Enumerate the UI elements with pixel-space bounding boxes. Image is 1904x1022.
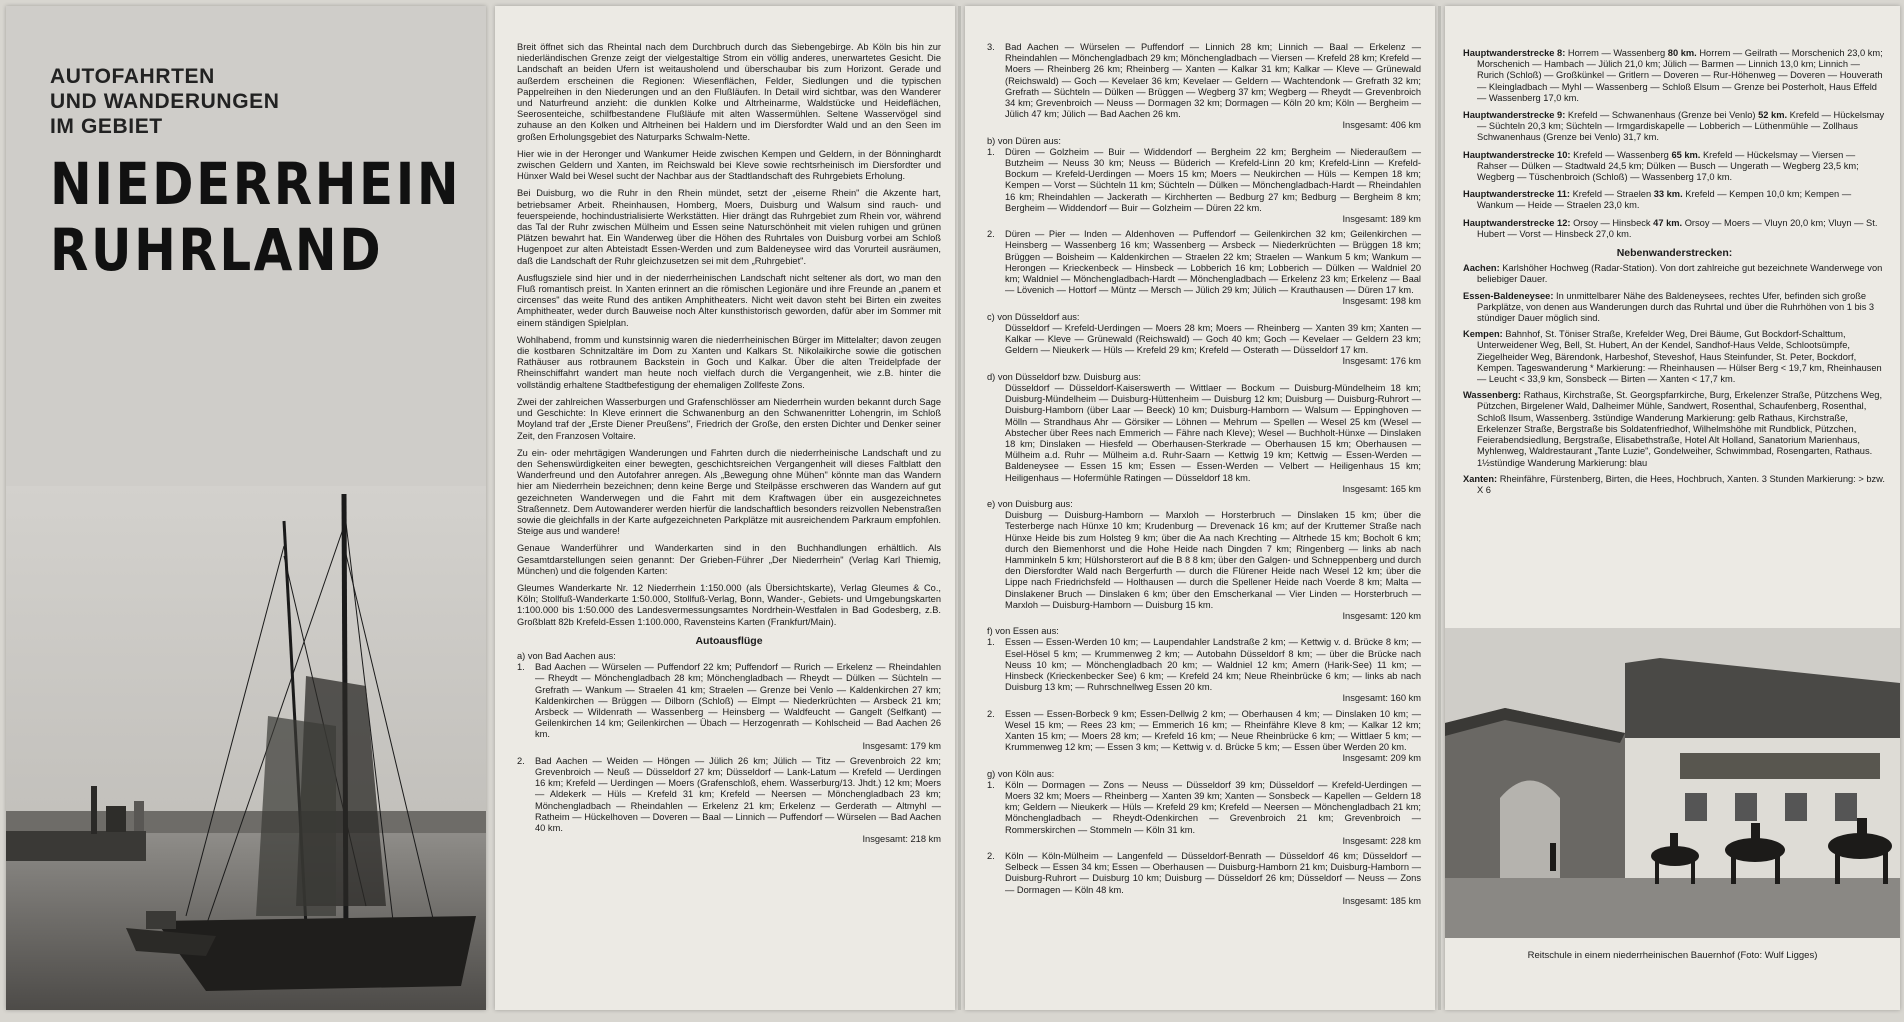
route-item xyxy=(987,780,1421,847)
route-total: Insgesamt: 185 km xyxy=(1342,895,1421,906)
intro-paragraph: Ausflugsziele sind hier und in der niederrheinischen Landschaft nicht seltener als dort, wo man den Fluß romantisch preist. In Xanten erinnert an die römischen Legionäre und ihre Freunde an „panem et circenses" das weite Rund des antiken Amphitheaters. Nicht weit davon steht bei Birten ein zweites Amphitheater, weder durch Bauweise noch Alter kunsthistorisch geworden, dafür aber im Sommer mit einem ständigen Spielplan. xyxy=(517,272,941,328)
route-name: Hauptwanderstrecke 11: xyxy=(1463,189,1570,200)
intro-paragraph: Wohlhabend, fromm und kunstsinnig waren die niederrheinischen Bürger im Mittelalter; davon zeugen die kostbaren Schnitzaltäre im Dom zu Xanten und Kalkars St. Nikolaikirche sowie die gotischen Rathäuser aus rotbraunem Backstein in Goch und Kalkar. Über die alten Treidelpfade der Rheinschiffahrt wandert man heute noch vielfach durch die Vergangenheit, wie z.B. hinter die vollständig erhaltene Stadtbefestigung der ehemaligen Zollfeste Zons. xyxy=(517,334,941,390)
route-total: Insgesamt: 209 km xyxy=(1342,753,1421,764)
route-name: Kempen: xyxy=(1463,329,1503,340)
route-number: 1. xyxy=(987,779,995,790)
route-section-label: f) von Essen aus: xyxy=(987,626,1059,637)
route-number xyxy=(987,323,1005,368)
route-item xyxy=(987,42,1421,132)
hiking-text-column xyxy=(1463,48,1886,501)
route-text: Köln — Köln-Mülheim — Langenfeld — Düsseldorf-Benrath — Düsseldorf 46 km; Düsseldorf — Selbeck — Essen 34 km; Essen — Oberhausen — Duisburg-Hamborn 21 km; Duisburg-Hamborn — Duisburg-Ruhrort — Duisburg 10 km; Duisburg — Düsseldorf 26 km; Düsseldorf — Neuss — Zons — Dormagen — Köln 48 km. xyxy=(1005,851,1421,895)
route-total: Insgesamt: 406 km xyxy=(1342,120,1421,131)
route-details: Rheinfähre, Fürstenberg, Birten, die Hees, Hochbruch, Xanten. 3 Stunden Markierung: > bzw. X 6 xyxy=(1477,473,1885,495)
route-name: Aachen: xyxy=(1463,263,1500,274)
side-hiking-route xyxy=(1463,291,1886,325)
route-number: 2. xyxy=(987,708,995,719)
intro-paragraph: Genaue Wanderführer und Wanderkarten sind in den Buchhandlungen erhältlich. Als Gesamtdarstellungen seien genannt: Der Grieben-Führer „Der Niederrhein" (Verlag Karl Thiemig, München) und die folgenden Karten: xyxy=(517,543,941,576)
route-name: Hauptwanderstrecke 12: xyxy=(1463,217,1571,228)
main-hiking-route xyxy=(1463,218,1886,240)
intro-panel xyxy=(495,6,955,1010)
route-item xyxy=(987,637,1421,704)
route-text: Bad Aachen — Würselen — Puffendorf — Linnich 28 km; Linnich — Baal — Erkelenz — Rheindahlen — Mönchengladbach 29 km; Mönchengladbach — Viersen — Krefeld 28 km; Krefeld — Moers — Rheinberg 26 km; Rheinberg — Xanten — Kalkar 31 km; Kalkar — Kleve — Grünewald (Reichswald) — Goch — Kevelaer 36 km; Kevelaer — Geldern — Wachtendonk — Grefrath 32 km; Grefrath — Süchteln — Dülken — Brüggen — Wegberg 37 km; Wegberg — Rheydt — Grevenbroich 34 km; Grevenbroich — Neuss — Dormagen 32 km; Dormagen — Köln 20 km; Köln — Bergheim — Jülich 47 km; Jülich — Bad Aachen 26 km. xyxy=(1005,42,1421,120)
route-item xyxy=(987,709,1421,765)
route-details: Krefeld — Hückelsmay — Süchteln 20,3 km; Süchteln — Irmgardiskapelle — Lobberich — Lüthenmühle — Zollhaus Schwanenhaus (Grenze bei Venlo) 31,7 km. xyxy=(1477,110,1885,143)
route-text: Essen — Essen-Werden 10 km; — Laupendahler Landstraße 2 km; — Kettwig v. d. Brücke 8 km; — Esel-Hösel 5 km; — Krummenweg 2 km; — Autobahn Düsseldorf 8 km; — über die Brücke nach Neuss 10 km; — Mönchengladbach 20 km; — Waldniel 12 km; Amern (Harik-See) 11 km; — Hinsbeck (Krieckenbecker See) 6 km; — Krefeld 24 km; Neue Rheinbrücke 6 km; — links ab nach Duisburg 13 km; — Ruhrschnellweg Essen 20 km. xyxy=(1005,637,1421,693)
route-details: Horrem — Geilrath — Morschenich 23,0 km; Morschenich — Hambach — Jülich 21,0 km; Jülich — Barmen — Linnich 13,0 km; Linnich — Rurich (Schloß) — Großkünkel — Gritlern — Doveren — Rur-Höhenweg — Doveren — Houverath — Kleingladbach — Myhl — Wassenberg — Schloß Elsum — Grenze bei Posterholt, Haus Effeld — Wassenberg 17,0 km. xyxy=(1477,48,1883,103)
route-endpoints: Krefeld — Straelen xyxy=(1572,189,1654,200)
cover-title xyxy=(50,150,462,284)
intro-paragraph: Breit öffnet sich das Rheintal nach dem Durchbruch durch das Siebengebirge. Ab Köln bis hin zur niederländischen Grenze zeigt der vielgestaltige Strom ein völlig anderes, unerwartetes Gesicht. Die Landschaft an beiden Ufern ist weitausholend und überschaubar bis zum Horizont. Gerade und außerdem erscheinen die Regionen: Wiesenflächen, Felder, Siedlungen und die typischen Pappelreihen in den Niederungen und an den Flußläufen. In Detail wird sichtbar, was den Wanderer und Naturfreund anzieht: die dunklen Kolke und Altrheinarme, Waldstücke und Heideflächen, Seerosenteiche, schilfbestandene Flußläufe mit alten Wassermühlen. Seltene Wasservögel sind zuhause an den Kolken und Altrheinen bei Haldern und im Diersfordter Wald und an den Seen im großen Erholungsgebiet des Naturparks Schwalm-Nette. xyxy=(517,42,941,142)
route-name: Xanten: xyxy=(1463,473,1498,484)
route-endpoints: Horrem — Wassenberg xyxy=(1567,48,1668,58)
intro-paragraph: Gleumes Wanderkarte Nr. 12 Niederrhein 1:150.000 (als Übersichtskarte), Verlag Gleumes & Co., Köln; Stollfuß-Wanderkarte 1:50.000, Stollfuß-Verlag, Bonn, Wander-, Gebiets- und Umgebungskarten 1:100.000 bis 1:50.000 des Landesvermessungsamtes Nordrhein-Westfalen in Bad Godesberg, z.B. Großblatt 82b Krefeld-Essen 1:100.000, Ravensteins Karten (Frankfurt/Main). xyxy=(517,582,941,627)
route-distance: 33 km. xyxy=(1653,189,1683,200)
route-total: Insgesamt: 189 km xyxy=(1342,214,1421,225)
route-text: Köln — Dormagen — Zons — Neuss — Düsseldorf 39 km; Düsseldorf — Krefeld-Uerdingen — Moers 32 km; Moers — Rheinberg — Xanten 39 km; Xanten — Sonsbeck — Kapellen — Geldern 18 km; Geldern — Nieukerk — Hüls — Krefeld 29 km; Krefeld — Neersen — Mönchengladbach 21 km; Mönchengladbach — Rheydt-Odenkirchen — Grevenbroich 21 km; Grevenbroich — Rommerskirchen — Stommeln — Köln 31 km. xyxy=(1005,779,1421,835)
photo-caption: Reitschule in einem niederrheinischen Bauernhof (Foto: Wulf Ligges) xyxy=(1527,950,1818,961)
route-total: Insgesamt: 228 km xyxy=(1342,835,1421,846)
route-item xyxy=(987,510,1421,622)
route-distance: 52 km. xyxy=(1758,110,1788,121)
intro-paragraph: Bei Duisburg, wo die Ruhr in den Rhein mündet, setzt der „eiserne Rhein" die Akzente hart, betriebsamer Arbeit. Rheinhausen, Homberg, Moers, Duisburg und Walsum sind rauch- und feuerspeiende, hochindustrialisierte Werkstätten. Hier drängt das Ruhrgebiet zum Rhein vor, während das Tal der Ruhr zwischen Mülheim und Essen seine Naturschönheit mit vielen ruhigen und grünen Plätzen bewahrt hat. Ein Wanderweg über die Höhen des Ruhrtales von Duisburg vorbei am Schloß Hugenpoet zur alten Abteistadt Essen-Werden und zum Baldeneysee wird das Vorurteil ausräumen, daß die Landschaft der Ruhr gleichzusetzen sei mit dem „Ruhrgebiet". xyxy=(517,188,941,266)
intro-paragraph: Hier wie in der Heronger und Wankumer Heide zwischen Kempen und Geldern, in der Bönninghardt zwischen Geldern und Xanten, im Reichswald bei Kleve sowie rechtsrheinisch im Diersfordter und Hünxer Wald bei Wesel sucht der Nachbar aus der Stadtlandschaft des Ruhrgebiets Erholung. xyxy=(517,148,941,182)
route-text: Duisburg — Duisburg-Hamborn — Marxloh — Horsterbruch — Dinslaken 15 km; über die Testerberge nach Hünxe 10 km; Krudenburg — Drevenack 16 km; auf der Kruttemer Straße nach Hünxe Heide bis zum Holsteg 9 km; über die Aa nach Krechting — Altrhede 15 km; Bocholt 6 km; durch den Biemenhorst und die Hohe Heide nach Dingden 7 km; Ringenberg — links ab nach Hamminkeln 5 km; Hülshorsterort auf die B 8 8 km; über den Galgen- und Schneppenberg und durch den Diersfordter Wald nach Bergerfurth — durch die Flürener Heide nach Wesel 12 km; über die Lippe nach Friedrichsfeld — Holthausen — durch die Spellener Heide nach Voerde 8 km; Malta — Dinslakener Bruch — Dinslaken 6 km; über den Emscherkanal — Vier Linden — Horsterbruch — Marxloh — Duisburg-Hamborn — Duisburg 15 km. xyxy=(1005,510,1421,610)
route-total: Insgesamt: 160 km xyxy=(1342,693,1421,704)
routes-panel xyxy=(965,6,1435,1010)
main-hiking-route xyxy=(1463,189,1886,211)
fold-line xyxy=(958,6,961,1010)
main-hiking-route xyxy=(1463,110,1886,144)
intro-paragraph: Zu ein- oder mehrtägigen Wanderungen und Fahrten durch die niederrheinische Landschaft und zu den Sehenswürdigkeiten einer bewegten, geschichtsreichen Vergangenheit will dieses Faltblatt den Wanderfreund und den Autofahrer anregen. Als „Bewegung ohne Mühen" könnte man das Wandern hier am Niederrhein bezeichnen; denn keine Berge und Steilpässe erschweren das Wandern auf gut gezeichneten Wanderwegen und die Fahrt mit dem Kraftwagen über ein ausgezeichnetes Straßennetz. Dem Autowanderer werden hierfür die landschaftlich besonders reizvollen Nebenstraßen sowie die gleichfalls in der Karte aufgezeichneten Parkplätze mit ausreichendem Parkraum empfohlen. Steige aus und wandere! xyxy=(517,447,941,537)
route-endpoints: Orsoy — Hinsbeck xyxy=(1573,217,1654,228)
route-details: Krefeld — Kempen 10,0 km; Kempen — Wankum — Heide — Straelen 23,0 km. xyxy=(1477,189,1852,211)
side-hiking-route xyxy=(1463,329,1886,385)
route-section-label: a) von Bad Aachen aus: xyxy=(517,650,616,661)
route-number xyxy=(987,383,1005,495)
intro-paragraph: Zwei der zahlreichen Wasserburgen und Grafenschlösser am Niederrhein wurden bekannt durch Sage und Geschichte: In Kleve erinnert die Schwanenburg an den Schwanenritter Lohengrin, im Schloß Moyland traf der „Erste Diener Preußens", Friedrich der Große, den ersten Dichter und Denker seiner Zeit, den Franzosen Voltaire. xyxy=(517,396,941,441)
main-hiking-route xyxy=(1463,48,1886,104)
route-section-label: d) von Düsseldorf bzw. Duisburg aus: xyxy=(987,371,1141,382)
sailing-ship-photo xyxy=(6,486,486,1010)
cover-subtitle-line: UND WANDERUNGEN xyxy=(50,90,280,113)
route-text: Düsseldorf — Düsseldorf-Kaiserswerth — Wittlaer — Bockum — Duisburg-Mündelheim 18 km; Duisburg-Mündelheim — Duisburg-Hüttenheim — Duisburg 12 km; Duisburg — Duisburg-Ruhrort — Duisburg-Hamborn (über Laar — Beeck) 10 km; Duisburg-Hamborn — Walsum — Eppinghoven — Mölln — Strandhaus Ahr — Görsiker — Löhnen — Mehrum — Spellen — Wesel 25 km (Wesel — Abstecher über Rees nach Emmerich — Fähre nach Kleve); Wesel — Buchholt-Hünxe — Dinslaken 18 km; Dinslaken — Hiesfeld — Oberhausen-Sterkrade — Oberhausen 15 km; Oberhausen — Mülheim a.d. Ruhr — Mülheim a.d. Ruhr-Saarn — Kettwig 19 km; Kettwig — Essen-Werden — Baldeneysee — Essen 15 km; Essen — Essen-Werden — Velbert — Heiligenhaus 15 km; Heiligenhaus — Hofermühle Ratingen — Düsseldorf 18 km. xyxy=(1005,382,1421,483)
cover-subtitle-line: IM GEBIET xyxy=(50,115,163,138)
hiking-panel xyxy=(1445,6,1900,1010)
route-total: Insgesamt: 176 km xyxy=(1342,356,1421,367)
side-routes-heading: Nebenwanderstrecken: xyxy=(1616,247,1733,260)
fold-line xyxy=(1438,6,1441,1010)
route-name: Hauptwanderstrecke 9: xyxy=(1463,110,1566,121)
route-item xyxy=(987,383,1421,495)
route-section-label: g) von Köln aus: xyxy=(987,768,1055,779)
route-details: In unmittelbarer Nähe des Baldeneysees, rechtes Ufer, befinden sich große Parkplätze, von denen aus Wanderungen durch das Ruhrtal und über die Ruhrhöhen von 1 bis 3 stündiger Dauer möglich sind. xyxy=(1477,290,1875,324)
route-section-label: e) von Duisburg aus: xyxy=(987,498,1073,509)
route-name: Wassenberg: xyxy=(1463,390,1522,401)
main-hiking-route xyxy=(1463,150,1886,184)
cover-title-line: NIEDERRHEIN xyxy=(50,150,462,218)
route-section-label: b) von Düren aus: xyxy=(987,135,1061,146)
side-hiking-route xyxy=(1463,474,1886,496)
route-name: Hauptwanderstrecke 10: xyxy=(1463,149,1571,160)
route-number: 2. xyxy=(987,851,995,862)
route-total: Insgesamt: 198 km xyxy=(1342,296,1421,307)
cover-title-line: RUHRLAND xyxy=(50,216,384,284)
route-endpoints: Krefeld — Wassenberg xyxy=(1573,149,1672,160)
cover-panel xyxy=(6,6,486,1010)
route-item xyxy=(987,147,1421,225)
route-name: Essen-Baldeneysee: xyxy=(1463,290,1554,301)
route-name: Hauptwanderstrecke 8: xyxy=(1463,48,1566,58)
route-text: Bad Aachen — Weiden — Höngen — Jülich 26 km; Jülich — Titz — Grevenbroich 22 km; Grevenbroich — Neuß — Düsseldorf 27 km; Düsseldorf — Lank-Latum — Krefeld — Uerdingen 16 km; Krefeld — Uerdingen — Moers (Grafenschloß, ehem. Wasserburg/13. Jhdt.) 12 km; Moers — Aldekerk — Hüls — Krefeld 31 km; Krefeld — Neersen — Mönchengladbach 23 km; Mönchengladbach — Rheindahlen — Erkelenz 21 km; Erkelenz — Gerderath — Altmyhl — Ratheim — Hückelhoven — Doveren — Baal — Linnich — Puffendorf — Würselen — Bad Aachen 40 km. xyxy=(535,755,941,833)
routes-text-column xyxy=(987,42,1421,911)
route-distance: 47 km. xyxy=(1653,217,1683,228)
route-total: Insgesamt: 218 km xyxy=(862,834,941,845)
cover-subtitle xyxy=(50,64,470,139)
route-text: Essen — Essen-Borbeck 9 km; Essen-Dellwig 2 km; — Oberhausen 4 km; — Dinslaken 10 km; — Wesel 15 km; — Rees 23 km; — Emmerich 16 km; — Rheinfähre Kleve 8 km; — Kalkar 12 km; Xanten 15 km; — Moers 28 km; — Krefeld 16 km; — Neue Rheinbrücke 6 km; — Wittlaer 5 km; — Krummenweg 12 km; — Essen 3 km; — Kettwig v. d. Brücke 5 km; — Essen über Werden 20 km. xyxy=(1005,708,1421,753)
route-number: 3. xyxy=(987,42,995,52)
route-details: Karlshöher Hochweg (Radar-Station). Von dort zahlreiche gut bezeichnete Wanderwege von beliebiger Dauer. xyxy=(1477,263,1883,285)
route-endpoints: Krefeld — Schwanenhaus (Grenze bei Venlo) xyxy=(1567,110,1759,121)
route-details: Bahnhof, St. Töniser Straße, Krefelder Weg, Drei Bäume, Gut Bockdorf-Schalttum, Unterweidener Weg, Bell, St. Hubert, An der Kendel, Sandhof-Haus Velde, Schlootsümpfe, Ziegelheider Weg, Bärendonk, Harbeshof, Steveshof, Haus Steinfunder, St. Peter, Bockdorf, Kempen. Tageswanderung * Markierung: — Rheinhausen — Hülser Berg < 19,7 km, Rheinhausen — Leucht < 33,9 km, Sonsbeck — Birten — Xanten < 17,7 km. xyxy=(1477,329,1882,385)
route-text: Düren — Golzheim — Buir — Widdendorf — Bergheim 22 km; Bergheim — Niederaußem — Butzheim — Neuss 30 km; Neuss — Büderich — Krefeld-Linn 20 km; Krefeld-Linn — Krefeld-Bockum — Krefeld-Uerdingen — Moers 15 km; Moers — Neukirchen — Hüls — Kempen 18 km; Kempen — Vorst — Süchteln 11 km; Süchteln — Dülken — Mönchengladbach-Hardt — Rheindahlen 16 km; Rheindahlen — Jackerath — Kirchherten — Bedburg 27 km; Bedburg — Bergheim 8 km; Bergheim — Widdendorf — Buir — Golzheim — Düren 22 km. xyxy=(1005,146,1421,213)
route-number: 2. xyxy=(517,755,525,766)
route-text: Bad Aachen — Würselen — Puffendorf 22 km; Puffendorf — Rurich — Erkelenz — Rheindahlen — Rheydt — Mönchengladbach 28 km; Mönchengladbach — Rheydt — Dülken — Süchteln — Grefrath — Wankum — Straelen 41 km; Straelen — Grenze bei Venlo — Kaldenkirchen 27 km; Kaldenkirchen — Brüggen — Dilborn (Schloß) — Elmpt — Niederkrüchten — Arsbeck 21 km; Arsbeck — Wildenrath — Wassenberg — Heinsberg — Waldfeucht — Gangelt (Selfkant) — Geilenkirchen 14 km; Geilenkirchen — Übach — Herzogenrath — Kohlscheid — Bad Aachen 26 km. xyxy=(535,662,941,740)
route-item xyxy=(517,756,941,846)
cover-subtitle-line: AUTOFAHRTEN xyxy=(50,65,215,88)
route-distance: 65 km. xyxy=(1671,149,1701,160)
route-details: Rathaus, Kirchstraße, St. Georgspfarrkirche, Burg, Erkelenzer Straße, Pützchens Weg, Pützchen, Birgelener Wald, Dalheimer Mühle, Sandwert, Rosenthal, Schaufenberg, Rosenthal, Schloß Ilsum, Wassenberg. 3stündige Wanderung Markierung: gelb Rathaus, Kirchstraße, Erkelenzer Straße, Bergstraße bis Soldatenfriedhof, Wilhelmshöhe mit Rundblick, Pützchen, Feierabendsiedlung, Bergstraße, Elisabethstraße, Hotel Alt Holland, Sanatorium Marienhaus, Myhlenweg, Waldrestaurant „Tante Luzie", Gondelweiher, Schwimmbad, Rosengarten, Rathaus. 1½stündige Wanderung Markierung: blau xyxy=(1477,390,1883,468)
route-item xyxy=(987,229,1421,307)
route-total: Insgesamt: 165 km xyxy=(1342,483,1421,494)
route-details: Orsoy — Moers — Vluyn 20,0 km; Vluyn — St. Hubert — Vorst — Hinsbeck 27,0 km. xyxy=(1477,217,1878,239)
route-item xyxy=(517,662,941,752)
route-item xyxy=(987,851,1421,907)
side-hiking-route xyxy=(1463,390,1886,468)
route-total: Insgesamt: 179 km xyxy=(862,740,941,751)
route-distance: 80 km. xyxy=(1667,48,1697,58)
intro-text-column xyxy=(517,42,941,849)
route-details: Krefeld — Hückelsmay — Viersen — Rahser — Dülken — Stadtwald 24,5 km; Dülken — Busch — Ungerath — Wegberg 23,5 km; Wegberg — Tüschenbroich (Schloß) — Wassenberg 17,0 km. xyxy=(1477,149,1859,183)
route-text: Düren — Pier — Inden — Aldenhoven — Puffendorf — Geilenkirchen 32 km; Geilenkirchen — Heinsberg — Wassenberg 16 km; Wassenberg — Arsbeck — Niederkrüchten — Brüggen 18 km; Brüggen — Boisheim — Kaldenkirchen — Straelen 22 km; Straelen — Wankum 5 km; Wankum — Herongen — Krieckenbeck — Hinsbeck — Lobberich 16 km; Lobberich — Dülken — Waldniel 20 km; Waldniel — Mönchengladbach-Hardt — Mönchengladbach — Erkelenz 23 km; Erkelenz — Baal — Lövenich — Hottorf — Müntz — Mersch — Jülich 29 km; Jülich — Krauthausen — Düren 17 km. xyxy=(1005,229,1421,296)
route-number: 1. xyxy=(987,146,995,157)
route-number: 1. xyxy=(517,662,525,673)
route-section-label: c) von Düsseldorf aus: xyxy=(987,311,1080,322)
route-number xyxy=(987,510,1005,622)
route-number: 2. xyxy=(987,229,995,240)
route-total: Insgesamt: 120 km xyxy=(1342,610,1421,621)
riding-school-photo xyxy=(1445,628,1900,938)
route-item xyxy=(987,323,1421,368)
route-number: 1. xyxy=(987,637,995,648)
route-text: Düsseldorf — Krefeld-Uerdingen — Moers 28 km; Moers — Rheinberg — Xanten 39 km; Xanten — Kalkar — Kleve — Grünewald (Reichswald) — Goch 40 km; Goch — Kevelaer — Geldern 23 km; Geldern — Nieukerk — Hüls — Krefeld 29 km; Krefeld — Osterath — Düsseldorf 17 km. xyxy=(1005,322,1421,356)
side-hiking-route xyxy=(1463,263,1886,285)
auto-trips-heading: Autoausflüge xyxy=(695,634,763,647)
